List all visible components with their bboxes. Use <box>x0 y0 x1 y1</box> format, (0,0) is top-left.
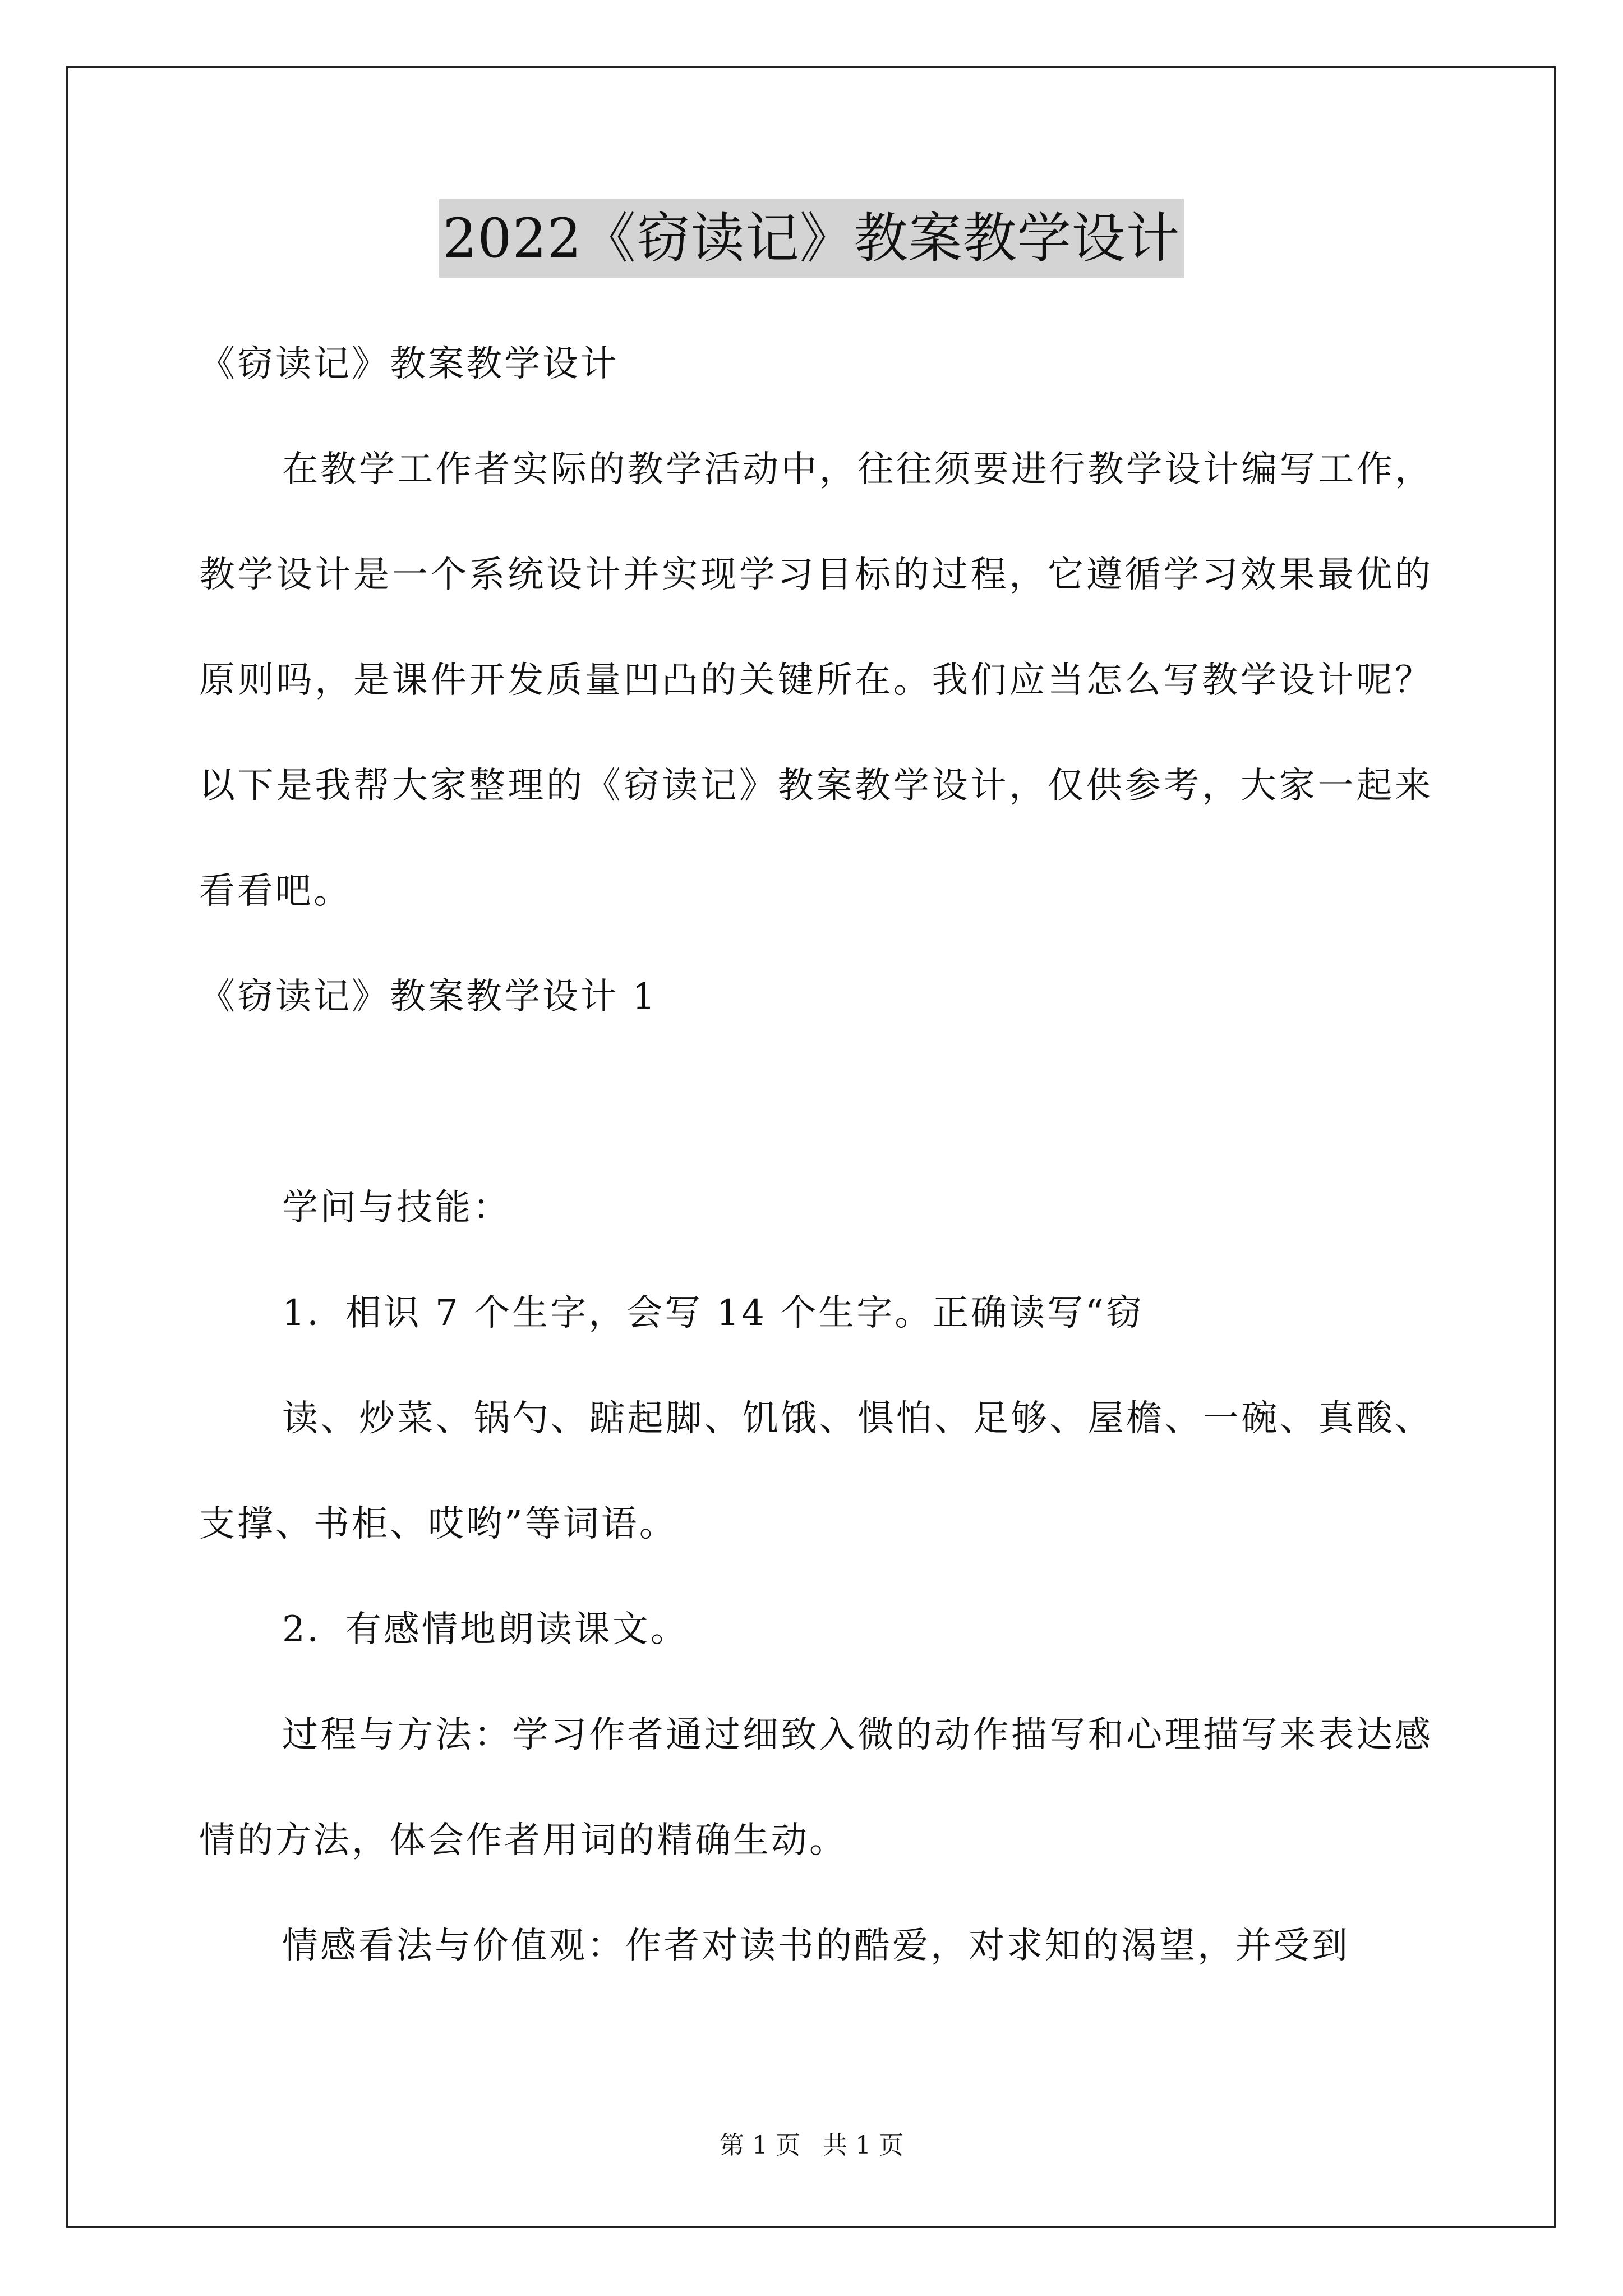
blank-line <box>199 1050 1433 1155</box>
subtitle-paragraph: 《窃读记》教案教学设计 <box>199 343 619 385</box>
vocabulary-paragraph: 读、炒菜、锅勺、踮起脚、饥饿、惧怕、足够、屋檐、一碗、真酸、支撑、书柜、哎哟”等词语。 <box>199 1398 1433 1545</box>
document-title: 2022《窃读记》教案教学设计 <box>439 199 1183 278</box>
emotion-values-paragraph: 情感看法与价值观：作者对读书的酷爱，对求知的渴望，并受到 <box>282 1925 1350 1967</box>
section-heading: 《窃读记》教案教学设计 1 <box>199 976 658 1018</box>
process-method-paragraph: 过程与方法：学习作者通过细致入微的动作描写和心理描写来表达感情的方法，体会作者用词的精确生动。 <box>199 1714 1433 1861</box>
objective-item-1: 1．相识 7 个生字，会写 14 个生字。正确读写“窃 <box>282 1292 1144 1334</box>
document-body <box>199 311 1433 1999</box>
page-number: 第 1 页 <box>720 2131 800 2160</box>
intro-paragraph: 在教学工作者实际的教学活动中，往往须要进行教学设计编写工作，教学设计是一个系统设计并实现学习目标的过程，它遵循学习效果最优的原则吗，是课件开发质量凹凸的关键所在。我们应当怎么写教学设计呢？以下是我帮大家整理的《窃读记》教案教学设计，仅供参考，大家一起来看看吧。 <box>199 449 1433 912</box>
page-total: 共 1 页 <box>823 2131 903 2160</box>
page-footer <box>0 2129 1623 2162</box>
title-container <box>0 199 1623 278</box>
objective-heading: 学问与技能： <box>282 1187 511 1228</box>
objective-item-2: 2．有感情地朗读课文。 <box>282 1609 689 1650</box>
